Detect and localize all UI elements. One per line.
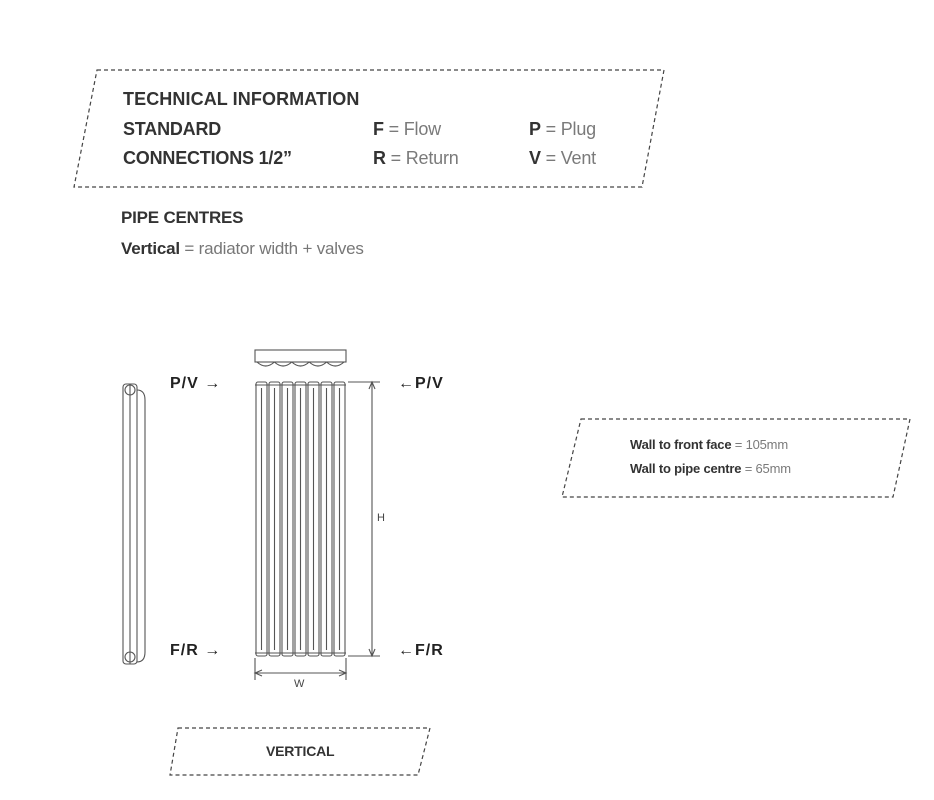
pipe-centres-key: Vertical [121,239,180,258]
top-right-connection-label: ←P/V [398,375,444,392]
wall-front-face-eq: = [731,437,746,452]
legend-key: F [373,119,384,139]
wall-front-face-value: 105mm [745,437,788,452]
legend-value: Flow [403,119,441,139]
legend-return [373,148,459,169]
top-left-connection-label: P/V → [170,375,222,392]
wall-pipe-centre-value: 65mm [755,461,791,476]
orientation-label: VERTICAL [266,743,335,759]
pipe-centres-eq: = [179,239,199,258]
tech-info-title: TECHNICAL INFORMATION [123,89,360,109]
tech-info-standard: STANDARD [123,119,222,139]
wall-pipe-centre-key: Wall to pipe centre [630,461,742,476]
legend-vent [529,148,596,169]
height-dimension [348,382,380,656]
width-label: W [294,678,305,690]
legend-flow [373,119,441,140]
legend-eq: = [540,119,561,139]
radiator-top-view [255,350,346,366]
legend-value: Vent [560,148,596,168]
legend-eq: = [540,148,561,168]
radiator-side-view [123,384,145,664]
legend-eq: = [385,148,406,168]
radiator-front-view [255,382,346,656]
wall-pipe-centre-eq: = [741,461,756,476]
legend-key: P [529,119,541,139]
legend-eq: = [383,119,404,139]
pipe-centres-title: PIPE CENTRES [121,208,244,227]
legend-plug [529,119,596,140]
legend-key: V [529,148,541,168]
legend-value: Return [405,148,459,168]
width-dimension [255,658,346,680]
bottom-right-connection-label: ←F/R [398,642,444,659]
tech-info-connections: CONNECTIONS 1/2” [123,148,292,168]
bottom-left-connection-label: F/R → [170,642,222,659]
legend-value: Plug [560,119,596,139]
pipe-centres-value: radiator width + valves [198,239,364,258]
wall-front-face-key: Wall to front face [630,437,732,452]
legend-key: R [373,148,386,168]
wall-front-face-line [630,437,788,452]
height-label: H [377,512,385,524]
wall-pipe-centre-line [630,461,791,476]
pipe-centres-line [121,239,364,259]
wall-info-frame [562,419,910,497]
